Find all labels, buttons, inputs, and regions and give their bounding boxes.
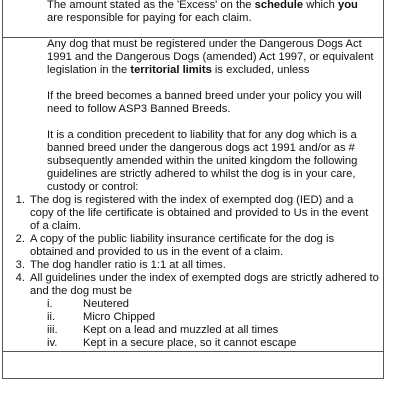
list-number: 3. [15,259,25,271]
list-item [3,259,383,272]
you-term: you [337,0,358,11]
sublist-number: iii. [47,324,58,336]
dangerous-dogs-exclusion-row [2,38,384,352]
schedule-term: schedule [254,0,304,11]
sublist-number: ii. [47,311,56,323]
sublist-item-text: Micro Chipped [83,311,156,323]
list-item [3,194,383,233]
sublist-item-text: Kept on a lead and muzzled at all times [83,324,279,336]
dangerous-dogs-paragraph: Any dog that must be registered under the Dangerous Dogs Act 1991 and the Dangerous Dogs (amended) Act 1997, or equivalent legislation in the territorial limits is excluded, unless [47,38,374,76]
list-item-text: A copy of the public liability insurance certificate for the dog is obtained and provided to us in the event of a claim. [30,233,335,258]
sublist-item [3,311,383,324]
list-item-text: All guidelines under the index of exempted dogs are strictly adhered to and the dog must be [30,272,379,297]
sublist-item [3,337,383,350]
condition-precedent-paragraph: It is a condition precedent to liability that for any dog which is a banned breed under the dangerous dogs act 1991 and/or as # subsequently amended within the united kingdom the following guidelines are strictly adhered to whilst the dog is in your care, custody or control: [47,129,358,193]
list-number: 2. [15,233,25,245]
sublist-number: i. [47,298,53,310]
list-item [3,272,383,298]
banned-breed-paragraph: If the breed becomes a banned breed under your policy you will need to follow ASP3 Banned Breeds. [47,90,362,115]
sublist-item [3,298,383,311]
sublist-item [3,324,383,337]
numbered-guidelines-list [3,194,383,298]
sublist-item-text: Neutered [83,298,130,310]
excess-definition-text: The amount stated as the 'Excess' on the schedule which you are responsible for paying for each claim. [47,0,358,24]
sublist-number: iv. [47,337,58,349]
roman-sublist [3,298,383,350]
list-number: 1. [15,194,25,206]
list-item [3,233,383,259]
empty-table-row [2,352,384,379]
sublist-item-text: Kept in a secure place, so it cannot escape [83,337,297,349]
list-number: 4. [15,272,25,284]
policy-document [2,0,384,379]
list-item-text: The dog handler ratio is 1:1 at all times. [30,259,226,271]
territorial-limits-term: territorial limits [130,64,212,76]
excess-definition-row [2,0,384,38]
list-item-text: The dog is registered with the index of exempted dog (IED) and a copy of the life certificate is obtained and provided to Us in the event of a claim. [30,194,369,232]
